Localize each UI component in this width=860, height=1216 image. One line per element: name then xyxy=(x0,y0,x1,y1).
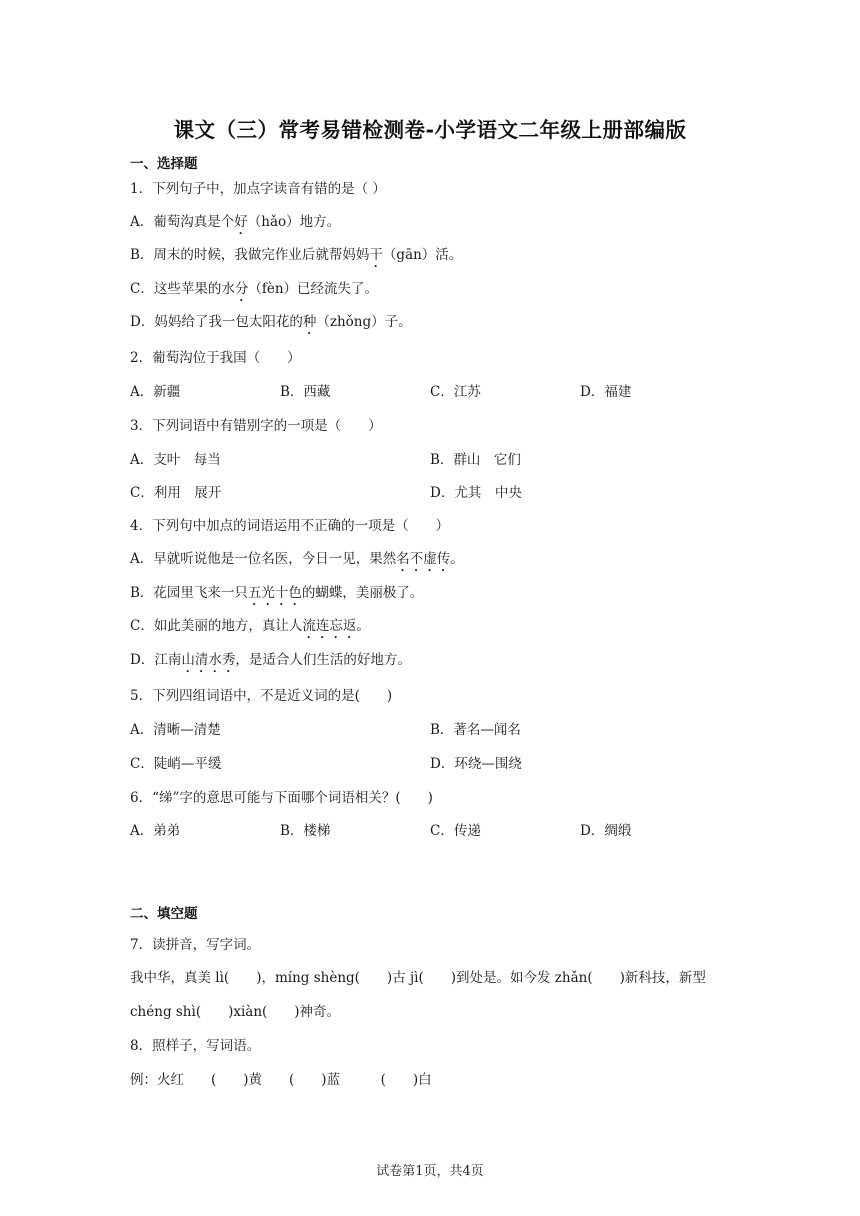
option-text: 。 xyxy=(450,551,464,567)
question-6-option-c: C．传递 xyxy=(430,823,481,839)
section-heading-fill: 二、填空题 xyxy=(130,906,198,922)
option-text: C．如此美丽的地方，真让人 xyxy=(130,618,303,634)
question-1-stem: 1．下列句子中，加点字读音有错的是（ ） xyxy=(130,181,386,197)
question-5-option-b: B．著名—闻名 xyxy=(430,722,521,738)
option-text: C．这些苹果的水 xyxy=(130,281,235,297)
question-7-line-1: 我中华，真美 lì( )，míng shèng( )古 jì( )到处是。如今发 zhǎn( )新科技，新型 xyxy=(130,970,706,986)
option-text: D．妈妈给了我一包太阳花的 xyxy=(130,314,303,330)
question-7-line-2: chéng shì( )xiàn( )神奇。 xyxy=(130,1004,341,1020)
question-3-option-a: A．支叶 每当 xyxy=(130,452,221,468)
question-6-option-b: B．楼梯 xyxy=(280,823,331,839)
question-3-option-b: B．群山 它们 xyxy=(430,452,521,468)
dotted-phrase: 名不虚传 xyxy=(396,551,451,567)
page-footer: 试卷第1页，共4页 xyxy=(376,1164,484,1179)
option-text: B．周末的时候，我做完作业后就帮妈妈 xyxy=(130,247,370,263)
option-text: D．江南 xyxy=(130,652,182,668)
option-text: （hǎo）地方。 xyxy=(247,214,341,230)
dotted-char: 好 xyxy=(234,214,248,230)
dotted-char: 分 xyxy=(234,281,249,297)
question-1-option-b xyxy=(130,246,462,271)
section-heading-choice: 一、选择题 xyxy=(130,156,198,172)
question-2-option-d: D．福建 xyxy=(580,384,632,400)
question-1-option-c xyxy=(130,280,378,305)
question-6-option-d: D．绸缎 xyxy=(580,823,632,839)
question-8-example: 例：火红 ( )黄 ( )蓝 ( )白 xyxy=(130,1072,432,1088)
option-text: （zhǒng）子。 xyxy=(316,314,412,330)
question-4-stem: 4．下列句中加点的词语运用不正确的一项是（ ） xyxy=(130,518,450,534)
question-2-stem: 2．葡萄沟位于我国（ ） xyxy=(130,350,301,366)
option-text: A．早就听说他是一位名医，今日一见，果然 xyxy=(130,551,397,567)
option-text: （gān）活。 xyxy=(382,247,463,263)
question-1-option-a xyxy=(130,213,340,238)
question-4-option-d xyxy=(130,651,411,676)
question-2-option-c: C．江苏 xyxy=(430,384,481,400)
question-4-option-c xyxy=(130,617,370,642)
question-3-option-c: C．利用 展开 xyxy=(130,485,222,501)
question-4-option-a xyxy=(130,550,464,575)
dotted-char: 干 xyxy=(369,247,383,263)
question-4-option-b xyxy=(130,584,423,609)
dotted-char: 种 xyxy=(302,314,317,330)
dotted-phrase: 流连忘返 xyxy=(302,618,357,634)
option-text: ，是适合人们生活的好地方。 xyxy=(235,652,411,668)
option-text: A．葡萄沟真是个 xyxy=(130,214,235,230)
dotted-phrase: 山清水秀 xyxy=(181,652,236,668)
question-8-stem: 8．照样子，写词语。 xyxy=(130,1038,261,1054)
question-1-option-d xyxy=(130,313,412,338)
option-text: （fèn）已经流失了。 xyxy=(248,281,379,297)
option-text: B．花园里飞来一只 xyxy=(130,585,248,601)
question-5-option-c: C．陡峭—平缓 xyxy=(130,756,222,772)
question-5-option-d: D．环绕—围绕 xyxy=(430,756,522,772)
option-text: 。 xyxy=(356,618,370,634)
question-2-option-b: B．西藏 xyxy=(280,384,331,400)
dotted-phrase: 五光十色 xyxy=(247,585,302,601)
page-title: 课文（三）常考易错检测卷-小学语文二年级上册部编版 xyxy=(173,118,687,142)
question-3-stem: 3．下列词语中有错别字的一项是（ ） xyxy=(130,418,382,434)
question-5-stem: 5．下列四组词语中，不是近义词的是( ) xyxy=(130,688,393,704)
question-6-option-a: A．弟弟 xyxy=(130,823,181,839)
question-5-option-a: A．清晰—清楚 xyxy=(130,722,221,738)
question-6-stem: 6．“绨”字的意思可能与下面哪个词语相关？( ) xyxy=(130,790,433,806)
question-2-option-a: A．新疆 xyxy=(130,384,181,400)
option-text: 的蝴蝶，美丽极了。 xyxy=(301,585,424,601)
question-3-option-d: D．尤其 中央 xyxy=(430,485,522,501)
question-7-stem: 7．读拼音，写字词。 xyxy=(130,937,261,953)
